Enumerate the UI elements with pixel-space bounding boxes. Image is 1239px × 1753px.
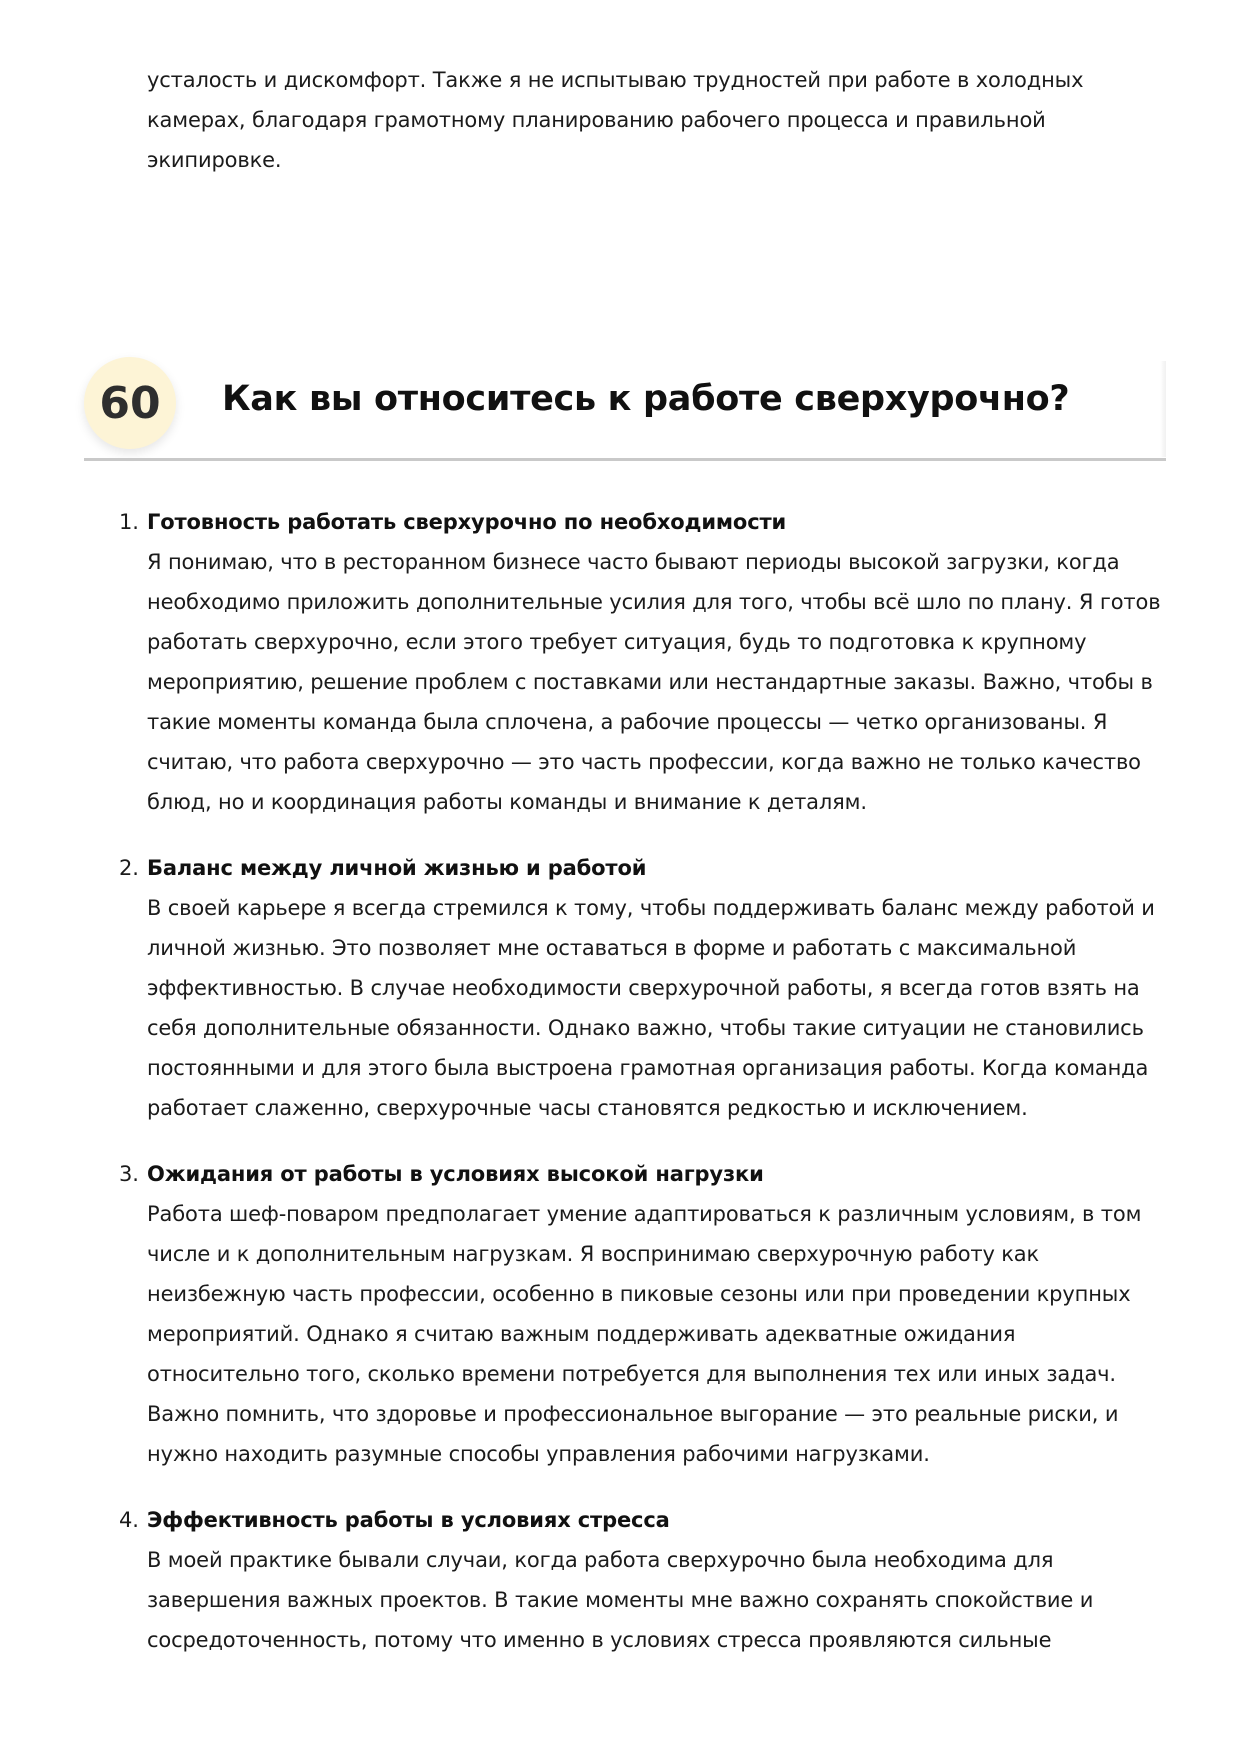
answer-body: Я понимаю, что в ресторанном бизнесе часто бывают периоды высокой загрузки, когда необходимо приложить дополнительные усилия для того, чтобы всё шло по плану. Я готов работать сверхурочно, если этого требует ситуация, будь то подготовка к крупному мероприятию, решение проблем с поставками или нестандартные заказы. Важно, чтобы в такие моменты команда была сплочена, а рабочие процессы — четко организованы. Я считаю, что работа сверхурочно — это часть профессии, когда важно не только качество блюд, но и координация работы команды и внимание к деталям.: [147, 550, 1161, 814]
header-divider: [84, 458, 1166, 461]
header-shadow: [1160, 361, 1166, 457]
answer-item: [119, 1154, 1167, 1474]
answer-number: 1.: [119, 510, 139, 534]
answer-title: Ожидания от работы в условиях высокой нагрузки: [147, 1162, 764, 1186]
answer-body: Работа шеф-поваром предполагает умение адаптироваться к различным условиям, в том числе и к дополнительным нагрузкам. Я воспринимаю сверхурочную работу как неизбежную часть профессии, особенно в пиковые сезоны или при проведении крупных мероприятий. Однако я считаю важным поддерживать адекватные ожидания относительно того, сколько времени потребуется для выполнения тех или иных задач. Важно помнить, что здоровье и профессиональное выгорание — это реальные риски, и нужно находить разумные способы управления рабочими нагрузками.: [147, 1202, 1142, 1466]
answer-body: В своей карьере я всегда стремился к тому, чтобы поддерживать баланс между работой и личной жизнью. Это позволяет мне оставаться в форме и работать с максимальной эффективностью. В случае необходимости сверхурочной работы, я всегда готов взять на себя дополнительные обязанности. Однако важно, чтобы такие ситуации не становились постоянными и для этого была выстроена грамотная организация работы. Когда команда работает слаженно, сверхурочные часы становятся редкостью и исключением.: [147, 896, 1155, 1120]
answer-title: Баланс между личной жизнью и работой: [147, 856, 647, 880]
answer-number: 2.: [119, 856, 139, 880]
question-number-badge: 60: [84, 357, 176, 449]
answer-title: Эффективность работы в условиях стресса: [147, 1508, 670, 1532]
question-title: Как вы относитесь к работе сверхурочно?: [222, 379, 1070, 419]
answer-list: [119, 502, 1167, 1686]
answer-item: [119, 502, 1167, 822]
answer-number: 3.: [119, 1162, 139, 1186]
answer-title: Готовность работать сверхурочно по необходимости: [147, 510, 787, 534]
answer-item: [119, 1500, 1167, 1660]
answer-number: 4.: [119, 1508, 139, 1532]
intro-paragraph: [147, 60, 1167, 180]
intro-text: усталость и дискомфорт. Также я не испытываю трудностей при работе в холодных камерах, благодаря грамотному планированию рабочего процесса и правильной экипировке.: [147, 68, 1084, 172]
answer-item: [119, 848, 1167, 1128]
question-header: [84, 353, 1166, 461]
answer-body: В моей практике бывали случаи, когда работа сверхурочно была необходима для завершения важных проектов. В такие моменты мне важно сохранять спокойствие и сосредоточенность, потому что именно в условиях стресса проявляются сильные: [147, 1548, 1094, 1652]
